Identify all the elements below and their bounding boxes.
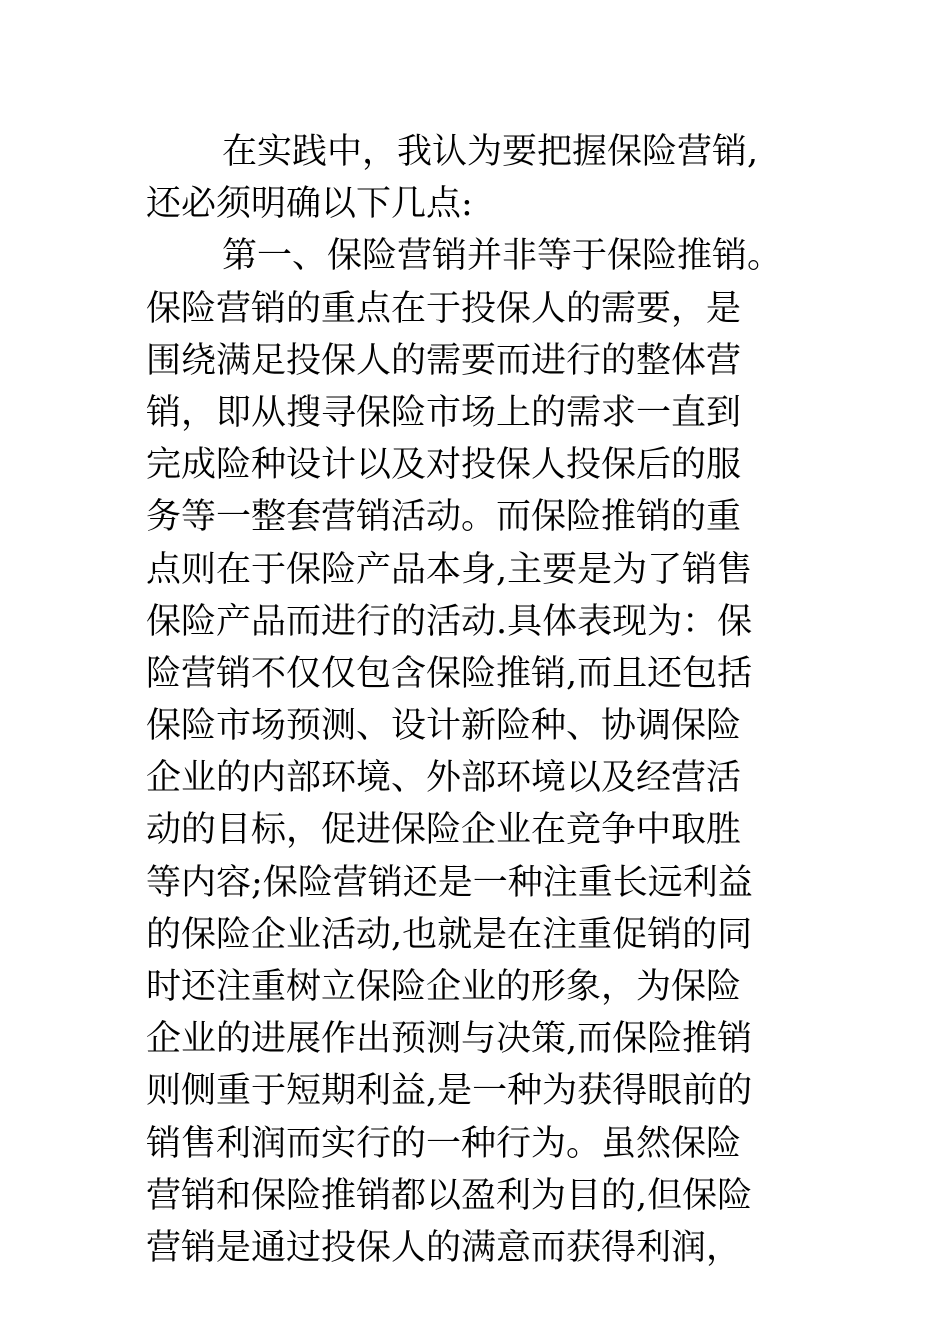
paragraph-2-line-2: 保险营销的重点在于投保人的需要，是 (146, 288, 742, 329)
paragraph-2-line-14: 的保险企业活动,也就是在注重促销的同 (146, 914, 753, 955)
body-text (146, 126, 846, 1274)
paragraph-2-line-9: 险营销不仅仅包含保险推销,而且还包括 (146, 653, 753, 694)
paragraph-2-line-4: 销，即从搜寻保险市场上的需求一直到 (146, 392, 742, 433)
paragraph-2-line-19: 营销和保险推销都以盈利为目的,但保险 (146, 1175, 753, 1216)
paragraph-2-line-16: 企业的进展作出预测与决策,而保险推销 (146, 1019, 753, 1060)
paragraph-2-line-3: 围绕满足投保人的需要而进行的整体营 (146, 340, 742, 381)
paragraph-2-line-15: 时还注重树立保险企业的形象，为保险 (146, 967, 742, 1007)
paragraph-2-line-17: 则侧重于短期利益,是一种为获得眼前的 (146, 1071, 753, 1112)
paragraph-2-line-20: 营销是通过投保人的满意而获得利润， (146, 1227, 742, 1268)
paragraph-2-line-10: 保险市场预测、设计新险种、协调保险 (146, 706, 742, 747)
paragraph-2-line-13: 等内容;保险营销还是一种注重长远利益 (146, 862, 753, 903)
paragraph-2-line-1: 第一、保险营销并非等于保险推销。 (222, 236, 783, 277)
paragraph-1-line-2: 还必须明确以下几点: (146, 184, 473, 225)
paragraph-2-line-8: 保险产品而进行的活动.具体表现为：保 (146, 601, 753, 642)
paragraph-2-line-18: 销售利润而实行的一种行为。虽然保险 (146, 1123, 742, 1164)
paragraph-2-line-11: 企业的内部环境、外部环境以及经营活 (146, 758, 742, 799)
paragraph-2-line-5: 完成险种设计以及对投保人投保后的服 (146, 445, 742, 486)
paragraph-2-line-6: 务等一整套营销活动。而保险推销的重 (146, 497, 742, 538)
paragraph-2-line-7: 点则在于保险产品本身,主要是为了销售 (146, 549, 753, 590)
paragraph-1-line-1: 在实践中，我认为要把握保险营销, (222, 132, 759, 172)
paragraph-2-line-12: 动的目标，促进保险企业在竞争中取胜 (146, 810, 742, 851)
